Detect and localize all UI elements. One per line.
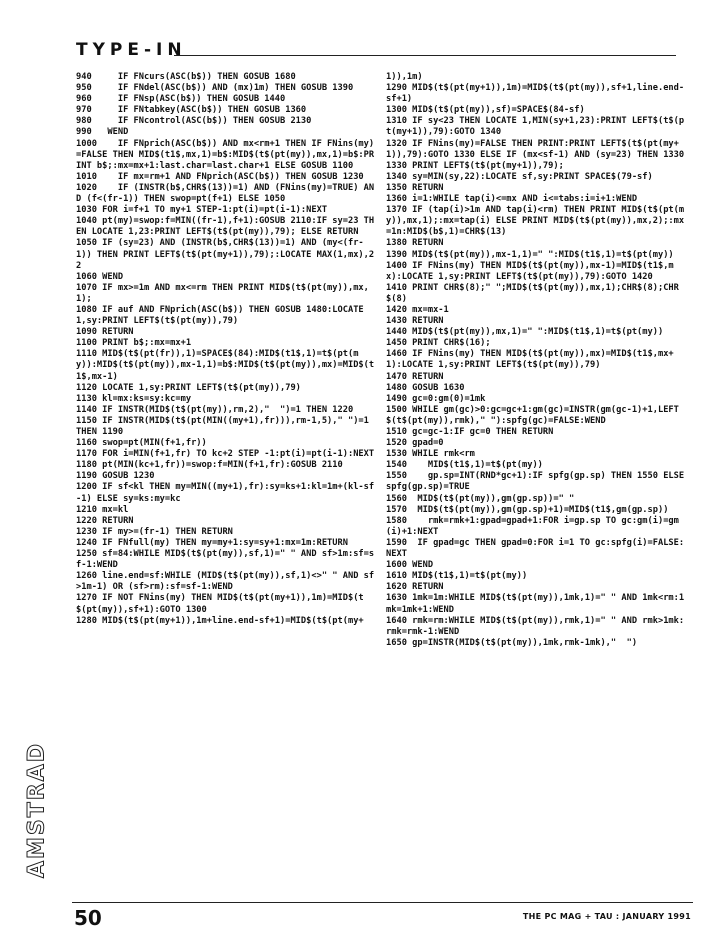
code-line: 1070 IF mx>=1m AND mx<=rm THEN PRINT MID$(t$(pt(my)),mx,1); <box>76 282 369 304</box>
listing-right-column <box>386 72 688 649</box>
code-line: 1040 pt(my)=swop:f=MIN((fr-1),f+1):GOSUB 2110:IF sy=23 THEN LOCATE 1,23:PRINT LEFT$(t$(pt(my)),79); ELSE RETURN <box>76 216 375 238</box>
code-line: 1500 WHILE gm(gc)>0:gc=gc+1:gm(gc)=INSTR(gm(gc-1)+1,LEFT$(t$(pt(my)),rmk)," "):spfg(gc)=FALSE:WEND <box>386 404 679 426</box>
code-line: 1390 MID$(t$(pt(my)),mx-1,1)=" ":MID$(t1$,1)=t$(pt(my)) <box>386 249 674 260</box>
code-line: 1550 gp.sp=INT(RND*gc+1):IF spfg(gp.sp) THEN 1550 ELSE spfg(gp.sp)=TRUE <box>386 471 690 493</box>
side-label <box>24 735 50 885</box>
code-line: 960 IF FNsp(ASC(b$)) THEN GOSUB 1440 <box>76 94 286 105</box>
code-line: 1300 MID$(t$(pt(my)),sf)=SPACE$(84-sf) <box>386 105 585 116</box>
code-line: 1430 RETURN <box>386 316 444 327</box>
code-line: 1200 IF sf<kl THEN my=MIN((my+1),fr):sy=ks+1:kl=1m+(kl-sf-1) ELSE sy=ks:my=kc <box>76 482 375 504</box>
code-line: 1100 PRINT b$;:mx=mx+1 <box>76 338 192 349</box>
code-line: 980 IF FNcontrol(ASC(b$)) THEN GOSUB 2130 <box>76 116 312 127</box>
amstrad-label: AMSTRAD <box>24 742 50 878</box>
code-line: 1600 WEND <box>386 560 434 571</box>
code-line: 1440 MID$(t$(pt(my)),mx,1)=" ":MID$(t1$,1)=t$(pt(my)) <box>386 327 664 338</box>
code-line: 1510 gc=gc-1:IF gc=0 THEN RETURN <box>386 427 554 437</box>
code-line: 940 IF FNcurs(ASC(b$)) THEN GOSUB 1680 <box>76 72 296 82</box>
code-line: 1610 MID$(t1$,1)=t$(pt(my)) <box>386 571 528 582</box>
code-line: 1360 i=1:WHILE tap(i)<=mx AND i<=tabs:i=i+1:WEND <box>386 194 638 205</box>
page-header <box>76 40 676 64</box>
code-line: 1010 IF mx=rm+1 AND FNprich(ASC(b$)) THEN GOSUB 1230 <box>76 171 364 182</box>
code-line: 1560 MID$(t$(pt(my)),gm(gp.sp))=" " <box>386 493 575 504</box>
code-line: 1310 IF sy<23 THEN LOCATE 1,MIN(sy+1,23):PRINT LEFT$(t$(pt(my+1)),79):GOTO 1340 <box>386 116 685 138</box>
code-line: 1620 RETURN <box>386 582 444 593</box>
code-line: 970 IF FNtabkey(ASC(b$)) THEN GOSUB 1360 <box>76 105 307 116</box>
code-line: 1080 IF auf AND FNprich(ASC(b$)) THEN GOSUB 1480:LOCATE 1,sy:PRINT LEFT$(t$(pt(my)),79) <box>76 304 369 327</box>
code-line: 1220 RETURN <box>76 515 134 526</box>
code-line: 1060 WEND <box>76 271 124 282</box>
code-line: 1140 IF INSTR(MID$(t$(pt(my)),rm,2)," ")=1 THEN 1220 <box>76 404 354 415</box>
code-line: 1650 gp=INSTR(MID$(t$(pt(my)),1mk,rmk-1mk)," ") <box>386 637 638 648</box>
code-line: 1590 IF gpad=gc THEN gpad=0:FOR i=1 TO gc:spfg(i)=FALSE:NEXT <box>386 537 685 560</box>
code-line: 1270 IF NOT FNins(my) THEN MID$(t$(pt(my+1)),1m)=MID$(t$(pt(my)),sf+1):GOTO 1300 <box>76 593 364 615</box>
code-line: 1290 MID$(t$(pt(my+1)),1m)=MID$(t$(pt(my)),sf+1,line.end-sf+1) <box>386 83 685 105</box>
code-line: 1230 IF my>=(fr-1) THEN RETURN <box>76 526 233 537</box>
code-line: 1330 PRINT LEFT$(t$(pt(my+1)),79); <box>386 160 564 171</box>
code-line: 1020 IF (INSTR(b$,CHR$(13))=1) AND (FNins(my)=TRUE) AND (f<(fr-1)) THEN swop=pt(f+1) ELSE 1050 <box>76 182 375 205</box>
code-line: 1350 RETURN <box>386 182 444 193</box>
code-line: 1120 LOCATE 1,sy:PRINT LEFT$(t$(pt(my)),79) <box>76 382 301 393</box>
code-line: 1480 GOSUB 1630 <box>386 382 465 393</box>
code-line: 1580 rmk=rmk+1:gpad=gpad+1:FOR i=gp.sp TO gc:gm(i)=gm(i)+1:NEXT <box>386 515 679 537</box>
code-line: 1420 mx=mx-1 <box>386 304 449 315</box>
code-line: 1210 mx=kl <box>76 504 129 515</box>
code-line: 1180 pt(MIN(kc+1,fr))=swop:f=MIN(f+1,fr):GOSUB 2110 <box>76 460 343 471</box>
code-line: 1240 IF FNfull(my) THEN my=my+1:sy=sy+1:mx=1m:RETURN <box>76 537 348 548</box>
code-line: 1630 1mk=1m:WHILE MID$(t$(pt(my)),1mk,1)=" " AND 1mk<rm:1mk=1mk+1:WEND <box>386 593 685 615</box>
code-line: 1490 gc=0:gm(0)=1mk <box>386 393 486 404</box>
code-line: 1260 line.end=sf:WHILE (MID$(t$(pt(my)),sf,1)<>" " AND sf>1m-1) OR (sf>rm):sf=sf-1:WEND <box>76 571 375 593</box>
code-line: 950 IF FNdel(ASC(b$)) AND (mx)1m) THEN GOSUB 1390 <box>76 83 354 94</box>
code-line: 1340 sy=MIN(sy,22):LOCATE sf,sy:PRINT SPACE$(79-sf) <box>386 171 653 182</box>
code-line: 1410 PRINT CHR$(8);" ";MID$(t$(pt(my)),mx,1);CHR$(8);CHR$(8) <box>386 282 679 304</box>
code-line: 1110 MID$(t$(pt(fr)),1)=SPACE$(84):MID$(t1$,1)=t$(pt(my)):MID$(t$(pt(my)),mx-1,1)=b$:MID$(t$(pt(my)),mx)=MID$(t1$,mx-1) <box>76 349 375 382</box>
footer-credit: THE PC MAG + TAU : JANUARY 1991 <box>522 912 691 921</box>
code-line: 1530 WHILE rmk<rm <box>386 449 475 460</box>
code-line: 990 WEND <box>76 127 129 138</box>
code-line: 1)),1m) <box>386 72 423 82</box>
footer-rule <box>72 902 693 903</box>
header-rule <box>174 55 676 56</box>
code-line: 1150 IF INSTR(MID$(t$(pt(MIN((my+1),fr))),rm-1,5)," ")=1 THEN 1190 <box>76 415 375 437</box>
code-line: 1370 IF (tap(i)>1m AND tap(i)<rm) THEN PRINT MID$(t$(pt(my)),mx,1);:mx=tap(i) ELSE PRINT MID$(t$(pt(my)),mx,2);:mx=1n:MID$(b$,1)=CHR$(13) <box>386 205 685 238</box>
code-line: 1640 rmk=rm:WHILE MID$(t$(pt(my)),rmk,1)=" " AND rmk>1mk:rmk=rmk-1:WEND <box>386 615 685 637</box>
code-line: 1090 RETURN <box>76 327 134 338</box>
code-line: 1460 IF FNins(my) THEN MID$(t$(pt(my)),mx)=MID$(t1$,mx+1):LOCATE 1,sy:PRINT LEFT$(t$(pt(my)),79) <box>386 349 674 371</box>
code-line: 1160 swop=pt(MIN(f+1,fr)) <box>76 438 207 449</box>
code-line: 1030 FOR i=f+1 TO my+1 STEP-1:pt(i)=pt(i-1):NEXT <box>76 205 328 216</box>
code-line: 1540 MID$(t1$,1)=t$(pt(my)) <box>386 460 543 471</box>
code-line: 1570 MID$(t$(pt(my)),gm(gp.sp)+1)=MID$(t1$,gm(gp.sp)) <box>386 504 669 515</box>
code-line: 1190 GOSUB 1230 <box>76 471 155 482</box>
page-number: 50 <box>74 906 102 930</box>
code-line: 1130 kl=mx:ks=sy:kc=my <box>76 393 192 404</box>
code-line: 1380 RETURN <box>386 238 444 249</box>
code-line: 1400 IF FNins(my) THEN MID$(t$(pt(my)),mx-1)=MID$(t1$,mx):LOCATE 1,sy:PRINT LEFT$(t$(pt(my)),79):GOTO 1420 <box>386 260 674 282</box>
code-line: 1470 RETURN <box>386 371 444 382</box>
code-line: 1520 gpad=0 <box>386 438 444 449</box>
code-line: 1000 IF FNprich(ASC(b$)) AND mx<rm+1 THEN IF FNins(my)=FALSE THEN MID$(t1$,mx,1)=b$:MID$(t$(pt(my)),mx,1)=b$:PRINT b$;:mx=mx+1:last.char=last.char+1 ELSE GOSUB 1100 <box>76 138 375 171</box>
code-line: 1250 sf=84:WHILE MID$(t$(pt(my)),sf,1)=" " AND sf>1m:sf=sf-1:WEND <box>76 549 375 571</box>
code-line: 1450 PRINT CHR$(16); <box>386 338 491 349</box>
code-line: 1320 IF FNins(my)=FALSE THEN PRINT:PRINT LEFT$(t$(pt(my+1)),79):GOTO 1330 ELSE IF (mx<sf-1) AND (sy=23) THEN 1330 <box>386 138 685 160</box>
code-line: 1050 IF (sy=23) AND (INSTR(b$,CHR$(13))=1) AND (my<(fr-1)) THEN PRINT LEFT$(t$(pt(my+1)),79);:LOCATE MAX(1,mx),22 <box>76 238 375 271</box>
listing-left-column <box>76 72 376 627</box>
code-line: 1280 MID$(t$(pt(my+1)),1m+line.end-sf+1)=MID$(t$(pt(my+ <box>76 615 364 626</box>
section-title: TYPE-IN <box>76 40 187 60</box>
code-line: 1170 FOR i=MIN(f+1,fr) TO kc+2 STEP -1:pt(i)=pt(i-1):NEXT <box>76 449 375 460</box>
